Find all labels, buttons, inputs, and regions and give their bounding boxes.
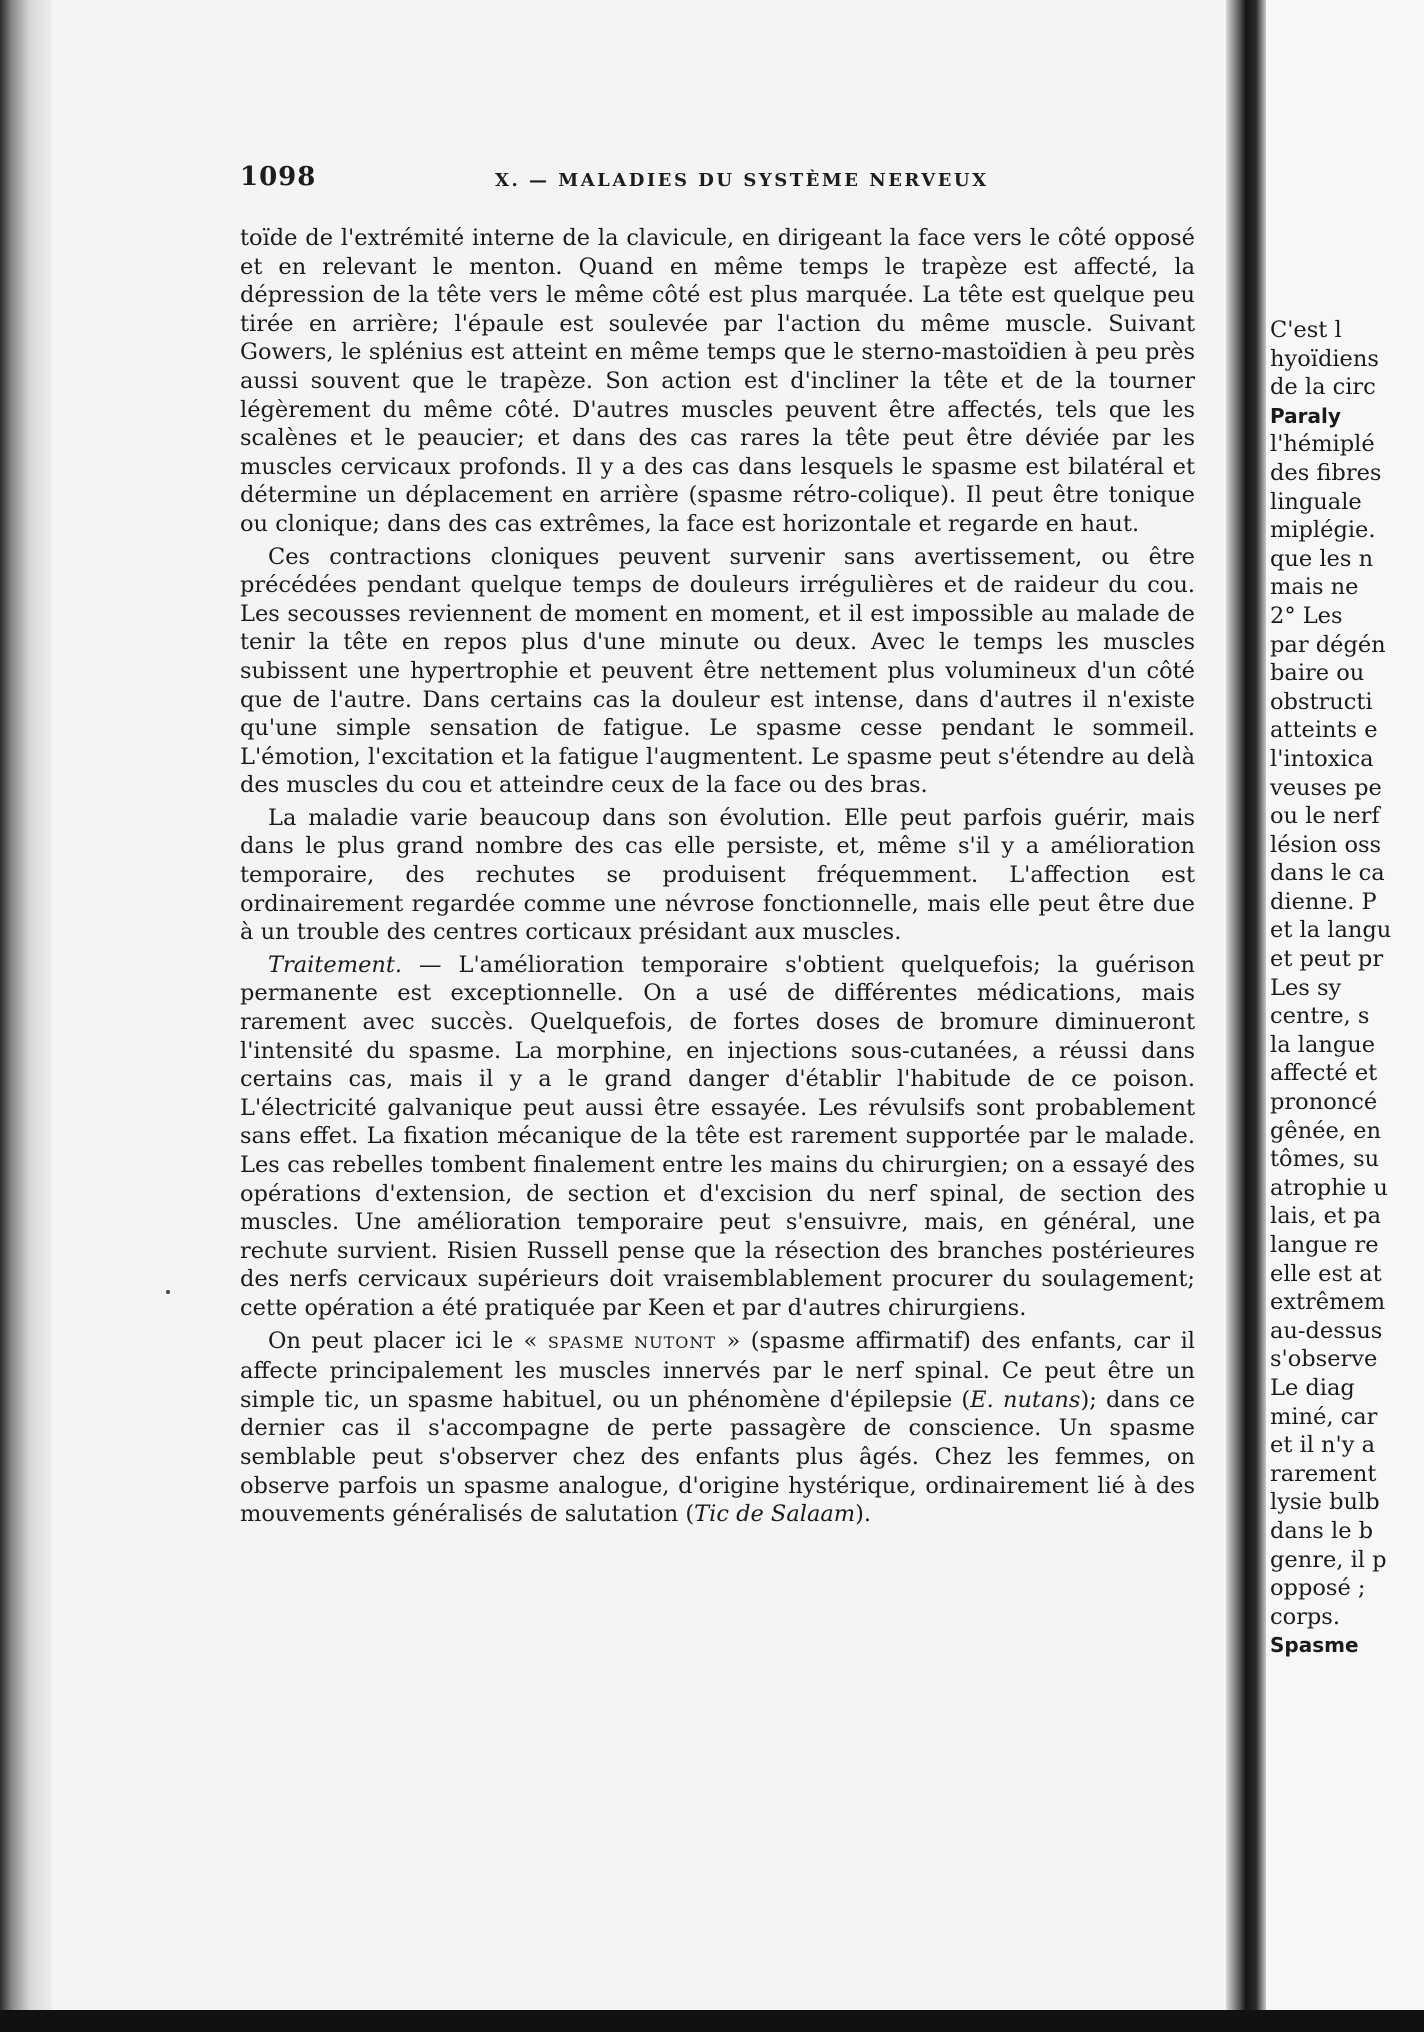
facing-page-line: et la langu	[1270, 917, 1392, 944]
facing-page-line: par dégén	[1270, 631, 1386, 658]
facing-page-line: gênée, en	[1270, 1117, 1381, 1144]
nutant-text-a: On peut placer ici le «	[268, 1327, 548, 1354]
page-number: 1098	[240, 162, 317, 192]
running-head: X. — MALADIES DU SYSTÈME NERVEUX	[495, 170, 989, 191]
facing-page-line: Paraly	[1270, 403, 1341, 428]
main-text-column	[240, 224, 1195, 1529]
paragraph-spasme-nutant	[240, 1327, 1195, 1529]
paragraph-evolution: La maladie varie beaucoup dans son évolution. Elle peut parfois guérir, mais dans le plus grand nombre des cas elle persiste, et, même s'il y a amélioration temporaire, des rechutes se produisent fréquemment. L'affection est ordinairement regardée comme une névrose fonctionnelle, mais elle peut être due à un trouble des centres corticaux présidant aux muscles.	[240, 804, 1195, 946]
facing-page-line: que les n	[1270, 545, 1374, 572]
facing-page-line: atrophie u	[1270, 1174, 1388, 1201]
facing-page-line: et peut pr	[1270, 946, 1384, 973]
facing-page-line: genre, il p	[1270, 1546, 1387, 1573]
facing-page-line: s'observe	[1270, 1346, 1378, 1373]
nutant-text-b: » (spasme affirmatif) des enfants, car il affecte principalement les muscles innervés par le nerf spinal. Ce peut être un simple tic, un spasme habituel, ou un phénomène d'épilepsie (	[240, 1327, 1195, 1413]
facing-page-line: affecté et	[1270, 1060, 1378, 1087]
nutant-text-c: ); dans ce dernier cas il s'accompagne de perte passagère de conscience. Un spasme semblable peut s'observer chez des enfants plus âgés. Chez les femmes, on observe parfois un spasme analogue, d'origine hystérique, ordinairement lié à des mouvements généralisés de salutation (	[240, 1386, 1195, 1528]
facing-page-line: dans le ca	[1270, 860, 1385, 887]
margin-speck	[166, 1290, 170, 1294]
traitement-label: Traitement.	[268, 951, 403, 978]
nutant-text-d: ).	[855, 1501, 872, 1528]
facing-page-line: tômes, su	[1270, 1146, 1380, 1173]
facing-page-line: elle est at	[1270, 1260, 1382, 1287]
facing-page-line: langue re	[1270, 1232, 1379, 1258]
facing-page-line: mais ne	[1270, 574, 1359, 601]
facing-page-line: rarement	[1270, 1460, 1377, 1487]
nutant-smallcaps: SPASME NUTONT	[547, 1332, 717, 1352]
facing-page-line: extrêmem	[1270, 1289, 1386, 1316]
scan-left-edge	[0, 0, 52, 2032]
paragraph-contractions: Ces contractions cloniques peuvent survenir sans avertissement, ou être précédées pendant quelque temps de douleurs irrégulières et de raideur du cou. Les secousses reviennent de moment en moment, et il est impossible au malade de tenir la tête en repos plus d'une minute ou deux. Avec le temps les muscles subissent une hypertrophie et peuvent être nettement plus volumineux d'un côté que de l'autre. Dans certains cas la douleur est intense, dans d'autres il n'existe qu'une simple sensation de fatigue. Le spasme cesse pendant le sommeil. L'émotion, l'excitation et la fatigue l'augmentent. Le spasme peut s'étendre au delà des muscles du cou et atteindre ceux de la face ou des bras.	[240, 543, 1195, 799]
facing-page-text	[1266, 316, 1424, 1660]
facing-page-line: dans le b	[1270, 1517, 1374, 1544]
facing-page-line: des fibres	[1270, 459, 1382, 486]
facing-page-line: centre, s	[1270, 1003, 1370, 1030]
facing-page-line: hyoïdiens	[1270, 345, 1379, 372]
facing-page-line: l'intoxica	[1270, 745, 1374, 772]
facing-page-line: de la circ	[1270, 374, 1376, 401]
facing-page-line: lésion oss	[1270, 831, 1382, 858]
facing-page-line: ou le nerf	[1270, 803, 1380, 830]
facing-page-line: Le diag	[1270, 1374, 1355, 1401]
facing-page-line: 2° Les	[1270, 602, 1343, 629]
scan-bottom-edge	[0, 2010, 1424, 2032]
facing-page-line: la langue	[1270, 1031, 1376, 1058]
facing-page-line: Spasme	[1270, 1633, 1359, 1658]
facing-page-line: et il n'y a	[1270, 1432, 1376, 1459]
facing-page-line: lais, et pa	[1270, 1203, 1381, 1230]
traitement-text: — L'amélioration temporaire s'obtient quelquefois; la guérison permanente est exceptionnelle. On a usé de différentes médications, mais rarement avec succès. Quelquefois, de fortes doses de bromure diminueront l'intensité du spasme. La morphine, en injections sous-cutanées, a réussi dans certains cas, mais il y a le grand danger d'établir l'habitude de ce poison. L'électricité galvanique peut aussi être essayée. Les révulsifs sont probablement sans effet. La fixation mécanique de la tête est rarement supportée par le malade. Les cas rebelles tombent finalement entre les mains du chirurgien; on a essayé des opérations d'extension, de section et d'excision du nerf spinal, de section des muscles. Une amélioration temporaire peut s'ensuivre, mais, en général, une rechute survient. Risien Russell pense que la résection des branches postérieures des nerfs cervicaux supérieurs doit vraisemblablement procurer du soulagement; cette opération a été pratiquée par Keen et par d'autres chirurgiens.	[240, 951, 1195, 1321]
facing-page-line: C'est l	[1270, 317, 1342, 343]
facing-page-line: l'hémiplé	[1270, 431, 1375, 458]
page-header	[240, 162, 1195, 202]
facing-page-line: prononcé	[1270, 1089, 1378, 1116]
facing-page-line: dienne. P	[1270, 888, 1377, 915]
facing-page-line: linguale	[1270, 488, 1362, 515]
facing-page-line: au-dessus	[1270, 1317, 1383, 1344]
facing-page-line: opposé ;	[1270, 1575, 1366, 1602]
facing-page-line: baire ou	[1270, 660, 1365, 687]
facing-page-line: corps.	[1270, 1603, 1341, 1630]
facing-page-line: miplégie.	[1270, 517, 1376, 544]
facing-page-line: obstructi	[1270, 688, 1373, 715]
facing-page-line: atteints e	[1270, 717, 1378, 744]
facing-page-line: lysie bulb	[1270, 1489, 1380, 1516]
paragraph-traitement	[240, 951, 1195, 1323]
nutant-italic-tic-salaam: Tic de Salaam	[694, 1501, 856, 1528]
facing-page-line: Les sy	[1270, 974, 1342, 1001]
paragraph-torticolis-muscles: toïde de l'extrémité interne de la clavicule, en dirigeant la face vers le côté opposé et en relevant le menton. Quand en même temps le trapèze est affecté, la dépression de la tête vers le même côté est plus marquée. La tête est quelque peu tirée en arrière; l'épaule est soulevée par l'action du même muscle. Suivant Gowers, le splénius est atteint en même temps que le sterno-mastoïdien à peu près aussi souvent que le trapèze. Son action est d'incliner la tête et de la tourner légèrement du même côté. D'autres muscles peuvent être affectés, tels que les scalènes et le peaucier; et dans des cas rares la tête peut être déviée par les muscles cervicaux profonds. Il y a des cas dans lesquels le spasme est bilatéral et détermine un déplacement en arrière (spasme rétro-colique). Il peut être tonique ou clonique; dans des cas extrêmes, la face est horizontale et regarde en haut.	[240, 225, 1195, 537]
facing-page-line: miné, car	[1270, 1403, 1378, 1430]
facing-page-line: veuses pe	[1270, 774, 1382, 801]
nutant-italic-enutans: E. nutans	[970, 1386, 1081, 1413]
book-gutter	[1226, 0, 1266, 2032]
